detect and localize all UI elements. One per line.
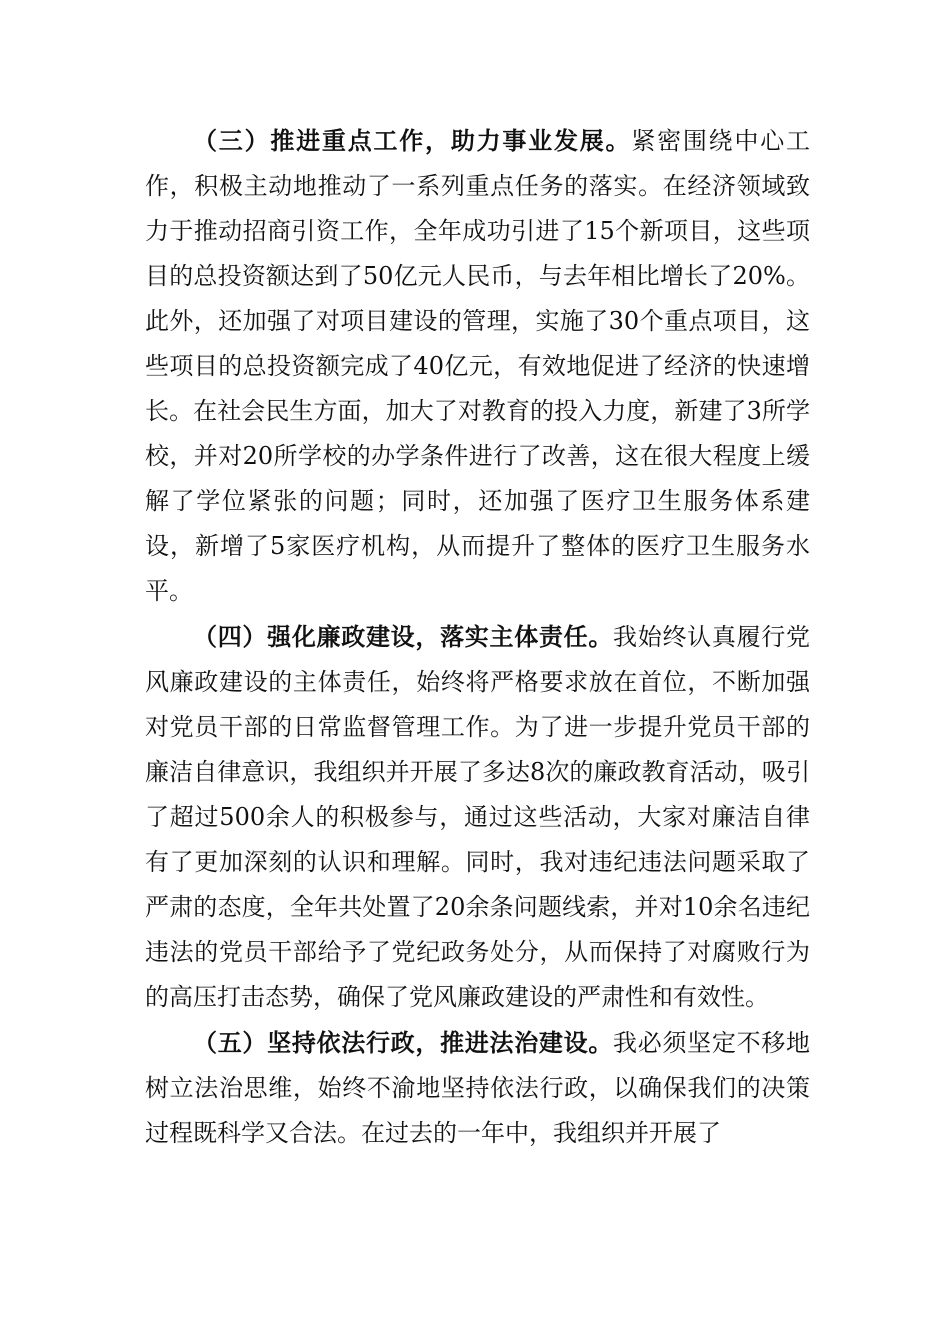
paragraph-heading: （三）推进重点工作，助力事业发展。 xyxy=(193,126,632,155)
paragraph-3 xyxy=(145,118,810,614)
document-body xyxy=(145,118,810,1156)
paragraph-text: 我必须坚定不移地树立法治思维，始终不渝地坚持依法行政，以确保我们的决策过程既科学又合法。在过去的一年中，我组织并开展了 xyxy=(145,1029,811,1147)
paragraph-heading: （四）强化廉政建设，落实主体责任。 xyxy=(193,622,614,651)
paragraph-text: 我始终认真履行党风廉政建设的主体责任，始终将严格要求放在首位，不断加强对党员干部的日常监督管理工作。为了进一步提升党员干部的廉洁自律意识，我组织并开展了多达8次的廉政教育活动，吸引了超过500余人的积极参与，通过这些活动，大家对廉洁自律有了更加深刻的认识和理解。同时，我对违纪违法问题采取了严肃的态度，全年共处置了20余条问题线索，并对10余名违纪违法的党员干部给予了党纪政务处分，从而保持了对腐败行为的高压打击态势，确保了党风廉政建设的严肃性和有效性。 xyxy=(145,623,811,1011)
paragraph-heading: （五）坚持依法行政，推进法治建设。 xyxy=(193,1028,614,1057)
paragraph-5 xyxy=(145,1020,810,1156)
paragraph-text: 紧密围绕中心工作，积极主动地推动了一系列重点任务的落实。在经济领域致力于推动招商引资工作，全年成功引进了15个新项目，这些项目的总投资额达到了50亿元人民币，与去年相比增长了20%。此外，还加强了对项目建设的管理，实施了30个重点项目，这些项目的总投资额完成了40亿元，有效地促进了经济的快速增长。在社会民生方面，加大了对教育的投入力度，新建了3所学校，并对20所学校的办学条件进行了改善，这在很大程度上缓解了学位紧张的问题；同时，还加强了医疗卫生服务体系建设，新增了5家医疗机构，从而提升了整体的医疗卫生服务水平。 xyxy=(145,127,811,605)
paragraph-4 xyxy=(145,614,810,1020)
